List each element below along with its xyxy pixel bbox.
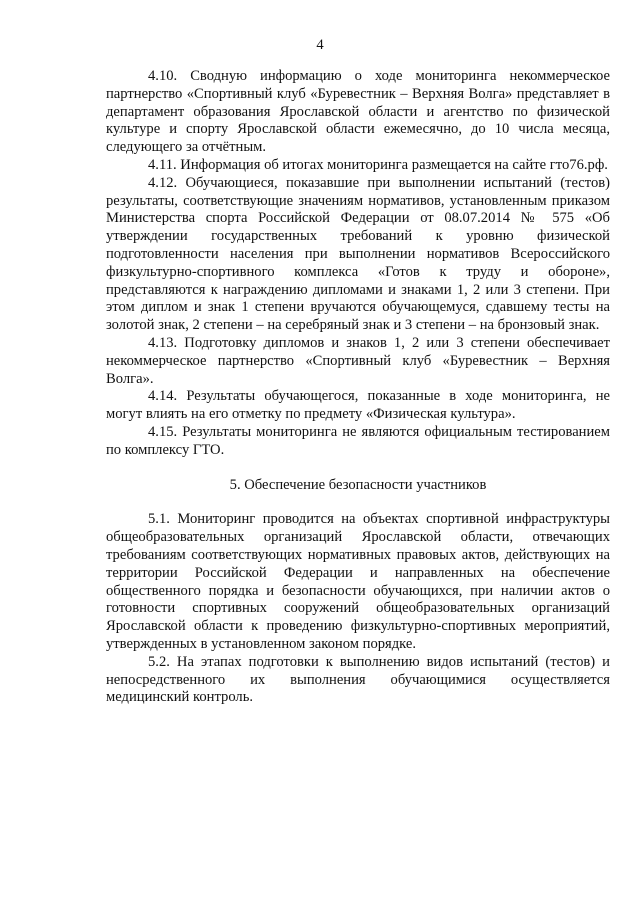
paragraph-4-11: 4.11. Информация об итогах мониторинга размещается на сайте гто76.рф. xyxy=(148,156,608,173)
paragraph-4-14: 4.14. Результаты обучающегося, показанные в ходе мониторинга, не могут влиять на его отметку по предмету «Физическая культура». xyxy=(106,388,610,423)
paragraph-4-12: 4.12. Обучающиеся, показавшие при выполнении испытаний (тестов) результаты, соответствующие значениям нормативов, установленным приказом Министерства спорта Российской Федерации от 08.07.2014 № 575 «Об утверждении государственных требований к уровню физической подготовленности населения при выполнении нормативов Всероссийского физкультурно-спортивного комплекса «Готов к труду и обороне», представляются к награждению дипломами и знаками 1, 2 или 3 степени. При этом диплом и знак 1 степени вручаются обучающемуся, сдавшему тесты на золотой знак, 2 степени – на серебряный знак и 3 степени – на бронзовый знак. xyxy=(106,174,610,334)
page-number: 4 xyxy=(316,37,324,53)
paragraph-4-13: 4.13. Подготовку дипломов и знаков 1, 2 или 3 степени обеспечивает некоммерческое партнерство «Спортивный клуб «Буревестник – Верхняя Волга». xyxy=(106,334,610,387)
document-body xyxy=(106,68,610,707)
section-5-heading: 5. Обеспечение безопасности участников xyxy=(229,476,487,493)
paragraph-5-1: 5.1. Мониторинг проводится на объектах спортивной инфраструктуры общеобразовательных организаций Ярославской области, отвечающих требованиям соответствующих нормативных правовых актов, действующих на территории Российской Федерации и направленных на обеспечение общественного порядка и безопасности обучающихся, при наличии актов о готовности спортивных сооружений общеобразовательных организаций Ярославской области к проведению физкультурно-спортивных мероприятий, утвержденных в установленном законом порядке. xyxy=(106,511,610,652)
paragraph-4-15: 4.15. Результаты мониторинга не являются официальным тестированием по комплексу ГТО. xyxy=(106,423,610,458)
paragraph-5-2: 5.2. На этапах подготовки к выполнению видов испытаний (тестов) и непосредственного их выполнения обучающимися осуществляется медицинский контроль. xyxy=(106,653,610,706)
paragraph-4-10: 4.10. Сводную информацию о ходе мониторинга некоммерческое партнерство «Спортивный клуб «Буревестник – Верхняя Волга» представляет в департамент образования Ярославской области и агентство по физической культуре и спорту Ярославской области ежемесячно, до 10 числа месяца, следующего за отчётным. xyxy=(106,68,610,156)
